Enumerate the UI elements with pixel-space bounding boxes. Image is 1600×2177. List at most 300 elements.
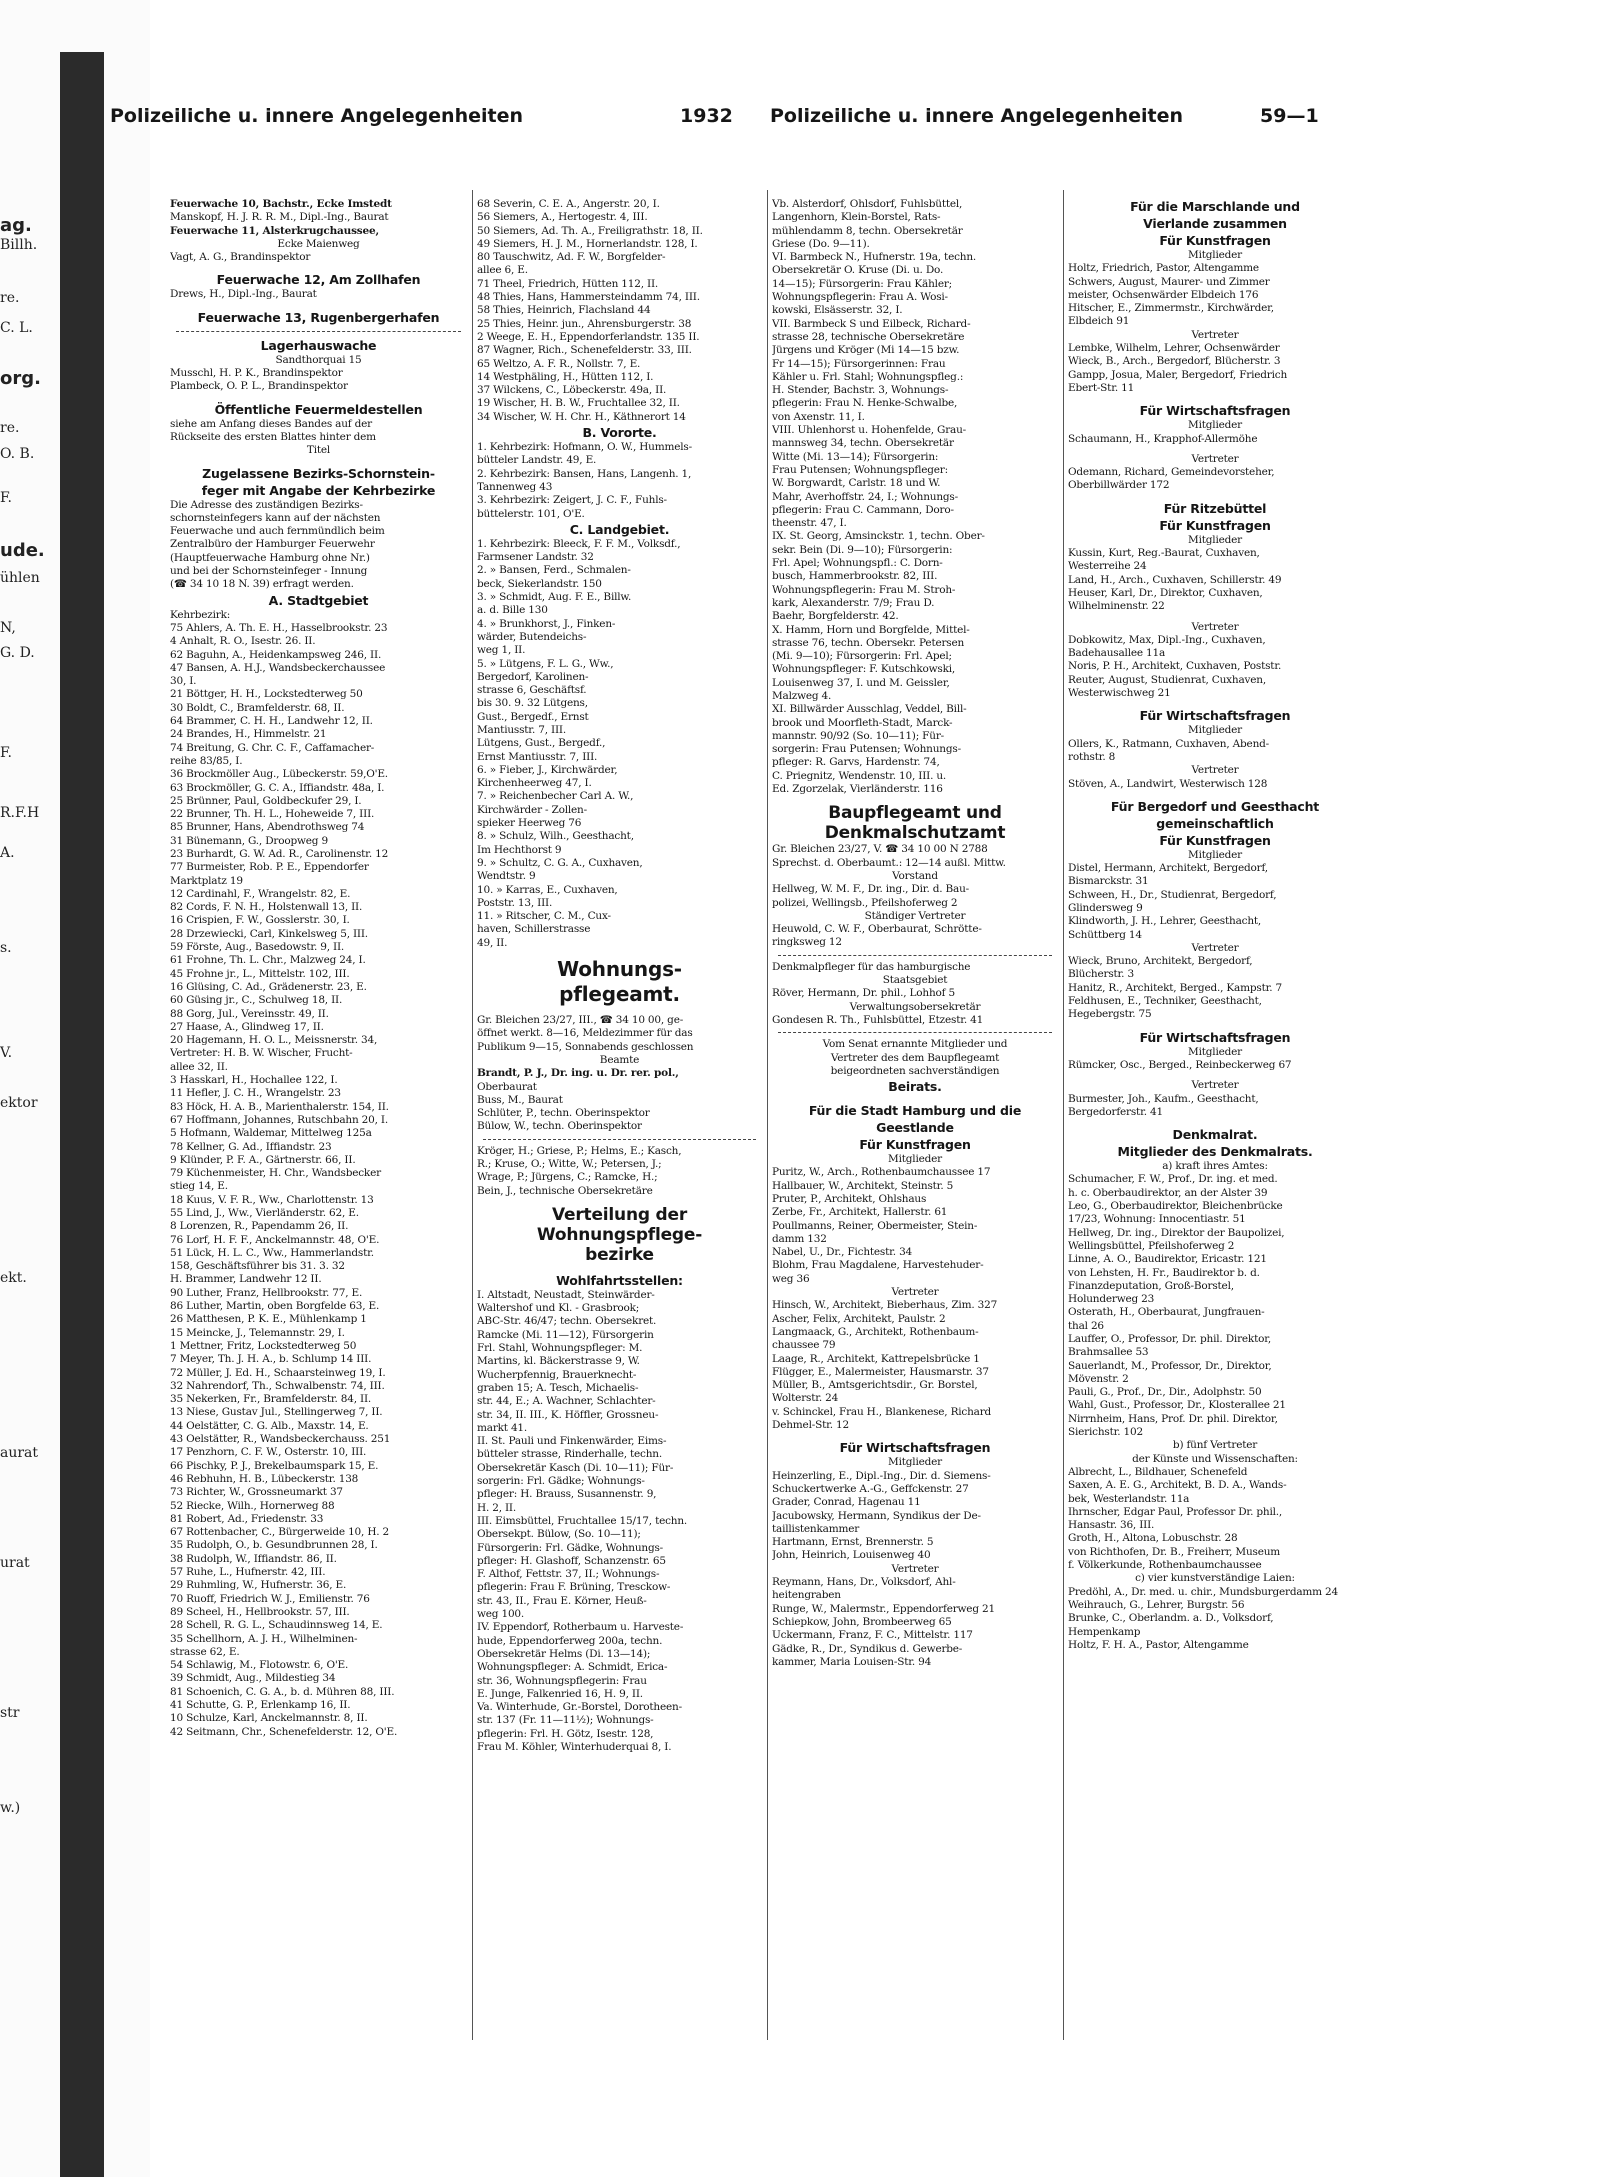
text-line: Sierichstr. 102 — [1068, 1426, 1143, 1439]
text-line: Obersekpt. Bülow, (So. 10—11); — [477, 1528, 641, 1541]
text-line: theenstr. 47, I. — [772, 517, 847, 530]
text-line: Wucherpfennig, Brauerknecht- — [477, 1368, 637, 1381]
section-heading: Mitglieder des Denkmalrats. — [1117, 1144, 1313, 1160]
adjacent-page-text: str — [0, 1705, 20, 1721]
text-line: 9 Klünder, P. F. A., Gärtnerstr. 66, II. — [170, 1153, 356, 1166]
text-line: Farmsener Landstr. 32 — [477, 551, 594, 564]
text-line: 61 Frohne, Th. L. Chr., Malzweg 24, I. — [170, 954, 366, 967]
text-line: polizei, Wellingsb., Pfeilshoferweg 2 — [772, 896, 958, 909]
text-line: Vertreter — [891, 1562, 939, 1575]
section-heading: feger mit Angabe der Kehrbezirke — [201, 482, 436, 498]
section-heading: Für Wirtschaftsfragen — [839, 1440, 991, 1456]
adjacent-page-text: R.F.H — [0, 805, 40, 821]
text-line: Schwers, August, Maurer- und Zimmer — [1068, 275, 1270, 288]
section-heading: Feuerwache 12, Am Zollhafen — [216, 272, 421, 288]
text-line: reihe 83/85, I. — [170, 754, 243, 767]
text-line: von Axenstr. 11, I. — [772, 410, 865, 423]
text-line: 56 Siemers, A., Hertogestr. 4, III. — [477, 211, 648, 224]
column-rule — [472, 190, 473, 2040]
text-line: Staatsgebiet — [882, 974, 948, 987]
text-line: öffnet werkt. 8—16, Meldezimmer für das — [477, 1027, 693, 1040]
text-line: 39 Schmidt, Aug., Mildestieg 34 — [170, 1672, 336, 1685]
section-heading: Für Kunstfragen — [859, 1137, 971, 1153]
text-line: R.; Kruse, O.; Witte, W.; Petersen, J.; — [477, 1158, 662, 1170]
text-line: Badehausallee 11a — [1068, 647, 1166, 660]
text-line: Kröger, H.; Griese, P.; Helms, E.; Kasch, — [477, 1144, 682, 1157]
text-line: W. Borgwardt, Carlstr. 18 und W. — [772, 477, 941, 490]
text-line: X. Hamm, Horn und Borgfelde, Mittel- — [772, 623, 970, 636]
adjacent-page-text: ekt. — [0, 1270, 27, 1286]
text-line: Vertreter — [1191, 328, 1239, 341]
text-line: Wrage, P.; Jürgens, C.; Ramcke, H.; — [477, 1171, 658, 1184]
text-line: Rückseite des ersten Blattes hinter dem — [170, 430, 376, 443]
adjacent-page-text: ag. — [0, 215, 32, 236]
text-line: 86 Luther, Martin, oben Borgfelde 63, E. — [170, 1300, 380, 1313]
text-line: Heuwold, C. W. F., Oberbaurat, Schrötte- — [772, 923, 982, 936]
text-line: Fürsorgerin: Frl. Gädke, Wohnungs- — [477, 1541, 664, 1554]
section-heading: Öffentliche Feuermeldestellen — [214, 401, 423, 417]
section-heading: Für Wirtschaftsfragen — [1139, 403, 1291, 419]
text-line: 5 Hofmann, Waldemar, Mittelweg 125a — [170, 1127, 372, 1140]
text-line: 50 Siemers, Ad. Th. A., Freiligrathstr. 18, II. — [477, 224, 703, 237]
text-line: busch, Hammerbrookstr. 82, III. — [772, 570, 938, 583]
text-line: Vertreter — [1191, 1079, 1239, 1092]
text-line: 32 Nahrendorf, Th., Schwalbenstr. 74, III. — [170, 1379, 385, 1392]
text-line: mannstr. 90/92 (So. 10—11); Für- — [772, 729, 944, 742]
adjacent-page-text: O. B. — [0, 446, 35, 462]
text-line: 25 Brünner, Paul, Goldbeckufer 29, I. — [170, 794, 362, 807]
spacer — [170, 264, 467, 271]
section-heading: gemeinschaftlich — [1156, 815, 1274, 831]
adjacent-page-text: F. — [0, 745, 12, 761]
text-line: Mantiusstr. 7, III. — [477, 723, 566, 736]
text-line: b) fünf Vertreter — [1172, 1439, 1258, 1452]
text-line: 8. » Schulz, Wilh., Geesthacht, — [477, 830, 634, 843]
text-line: Jürgens und Kröger (Mi 14—15 bzw. — [772, 344, 960, 357]
text-line: 26 Matthesen, P. K. E., Mühlenkamp 1 — [170, 1313, 367, 1326]
text-line: ABC-Str. 46/47; techn. Obersekret. — [477, 1315, 657, 1328]
text-line: Odemann, Richard, Gemeindevorsteher, — [1068, 466, 1275, 479]
section-heading: Beirats. — [888, 1079, 942, 1095]
text-line: pfleger: R. Garvs, Hardenstr. 74, — [772, 756, 940, 769]
section-heading: Für Bergedorf und Geesthacht — [1110, 798, 1320, 814]
text-line: Gust., Bergedf., Ernst — [477, 710, 589, 723]
text-line: Mitglieder — [888, 1456, 942, 1469]
text-line: 8 Lorenzen, R., Papendamm 26, II. — [170, 1220, 349, 1233]
text-line: 71 Theel, Friedrich, Hütten 112, II. — [477, 277, 659, 290]
text-line: 42 Seitmann, Chr., Schenefelderstr. 12, O'E. — [170, 1725, 398, 1738]
text-line: Dehmel-Str. 12 — [772, 1419, 849, 1432]
text-line: Noris, P. H., Architekt, Cuxhaven, Poststr. — [1068, 660, 1282, 673]
text-line: 81 Schoenich, C. G. A., b. d. Mühren 88, III. — [170, 1685, 395, 1698]
text-line: Gr. Bleichen 23/27, III., ☎ 34 10 00, ge- — [477, 1014, 684, 1027]
text-line: 59 Förste, Aug., Basedowstr. 9, II. — [170, 941, 345, 954]
text-line: 51 Lück, H. L. C., Ww., Hammerlandstr. — [170, 1246, 374, 1259]
text-line: 67 Hoffmann, Johannes, Rutschbahn 20, I. — [170, 1113, 389, 1126]
text-line: 35 Nekerken, Fr., Bramfelderstr. 84, II. — [170, 1393, 372, 1406]
text-line: Fr 14—15); Fürsorgerinnen: Frau — [772, 357, 946, 370]
text-line: Holunderweg 23 — [1068, 1293, 1155, 1306]
adjacent-page-text: ektor — [0, 1095, 38, 1111]
text-line: 46 Rebhuhn, H. B., Lübeckerstr. 138 — [170, 1472, 359, 1485]
text-line: Marktplatz 19 — [170, 874, 243, 887]
text-line: Mitglieder — [888, 1153, 942, 1166]
text-line: beck, Siekerlandstr. 150 — [477, 577, 602, 590]
text-line: kowski, Elsässerstr. 32, I. — [772, 304, 903, 317]
header-right-title: Polizeiliche u. innere Angelegenheiten — [770, 105, 1184, 127]
text-line: Heuser, Karl, Dr., Direktor, Cuxhaven, — [1068, 586, 1263, 599]
text-line: 12 Cardinahl, F., Wrangelstr. 82, E. — [170, 887, 351, 900]
text-line: Wieck, B., Arch., Bergedorf, Blücherstr. 3 — [1068, 355, 1281, 368]
text-line: Mitglieder — [1188, 249, 1242, 261]
text-line: Wohnungspflegerin: Frau M. Stroh- — [772, 583, 956, 596]
text-line: mühlendamm 8, techn. Obersekretär — [772, 224, 963, 237]
text-line: v. Schinckel, Frau H., Blankenese, Richard — [772, 1405, 992, 1418]
text-line: E. Junge, Falkenried 16, H. 9, II. — [477, 1687, 643, 1700]
column-rule — [1063, 190, 1064, 2040]
text-line: Manskopf, H. J. R. R. M., Dipl.-Ing., Baurat — [170, 211, 389, 224]
text-line: weg 1, II. — [477, 644, 526, 657]
spacer — [1068, 614, 1362, 621]
text-line: damm 132 — [772, 1232, 827, 1245]
text-line: 14—15); Fürsorgerin: Frau Kähler; — [772, 277, 953, 290]
section-heading: bezirke — [585, 1244, 654, 1265]
text-line: 29 Ruhmling, W., Hufnerstr. 36, E. — [170, 1579, 347, 1592]
text-line: Vom Senat ernannte Mitglieder und — [822, 1038, 1008, 1051]
text-line: Oberbillwärder 172 — [1068, 479, 1170, 492]
spacer — [1068, 1022, 1362, 1029]
text-line: 41 Schutte, G. P., Erlenkamp 16, II. — [170, 1698, 351, 1711]
spacer — [170, 394, 467, 401]
text-line: thal 26 — [1068, 1319, 1104, 1332]
text-line: Die Adresse des zuständigen Bezirks- — [170, 498, 363, 511]
text-column-1 — [170, 198, 467, 2098]
text-line: Lauffer, O., Professor, Dr. phil. Direktor, — [1068, 1333, 1272, 1345]
text-line: Jacubowsky, Hermann, Syndikus der De- — [772, 1509, 981, 1522]
text-line: 65 Weltzo, A. F. R., Nollstr. 7, E. — [477, 357, 641, 370]
adjacent-page-text: F. — [0, 490, 12, 506]
text-line: Im Hechthorst 9 — [477, 843, 562, 856]
column-rule — [767, 190, 768, 2040]
text-line: bütteler strasse, Rinderhalle, techn. — [477, 1448, 663, 1461]
section-heading: Für Ritzebüttel — [1163, 500, 1267, 516]
text-line: 2 Weege, E. H., Eppendorferlandstr. 135 II. — [477, 330, 700, 343]
spacer — [1068, 1119, 1362, 1126]
text-line: Rümcker, Osc., Berged., Reinbeckerweg 67 — [1068, 1058, 1292, 1071]
adjacent-page-text: s. — [0, 940, 12, 956]
text-line: Albrecht, L., Bildhauer, Schenefeld — [1068, 1465, 1248, 1478]
text-line: Denkmalpfleger für das hamburgische — [772, 960, 971, 973]
section-heading: Lagerhauswache — [260, 337, 377, 353]
text-line: Vertreter: H. B. W. Wischer, Frucht- — [170, 1047, 353, 1060]
text-line: Heinzerling, E., Dipl.-Ing., Dir. d. Siemens- — [772, 1469, 991, 1482]
spacer — [772, 796, 1058, 803]
text-line: Wohnungspfleger: F. Kutschkowski, — [772, 663, 956, 676]
divider — [778, 1032, 1052, 1033]
text-line: 22 Brunner, Th. H. L., Hoheweide 7, III. — [170, 808, 375, 821]
text-line: Frl. Stahl, Wohnungspfleger: M. — [477, 1342, 643, 1355]
text-line: Hallbauer, W., Architekt, Steinstr. 5 — [772, 1179, 954, 1192]
text-line: kark, Alexanderstr. 7/9; Frau D. — [772, 596, 935, 609]
text-line: 72 Müller, J. Ed. H., Schaarsteinweg 19, I. — [170, 1366, 386, 1379]
text-line: 83 Höck, H. A. B., Marienthalerstr. 154, II. — [170, 1100, 389, 1113]
text-line: büttelerstr. 101, O'E. — [477, 507, 585, 520]
text-line: Witte (Mi. 13—14); Fürsorgerin: — [772, 450, 939, 463]
adjacent-page-text: ühlen — [0, 570, 40, 586]
text-line: 30 Boldt, C., Bramfelderstr. 68, II. — [170, 701, 345, 714]
text-line: a. d. Bille 130 — [477, 604, 548, 617]
text-line: Frau M. Köhler, Winterhuderquai 8, I. — [477, 1740, 672, 1753]
section-heading: C. Landgebiet. — [569, 521, 670, 537]
text-line: Mitglieder — [1188, 724, 1242, 737]
adjacent-page-text: re. — [0, 420, 20, 436]
text-line: 24 Brandes, H., Himmelstr. 21 — [170, 728, 327, 741]
text-line: 85 Brunner, Hans, Abendrothsweg 74 — [170, 821, 365, 834]
text-line: F. Althof, Fettstr. 37, II.; Wohnungs- — [477, 1568, 660, 1581]
text-line: bütteler Landstr. 49, E. — [477, 454, 597, 467]
text-line: 19 Wischer, H. B. W., Fruchtallee 32, II. — [477, 397, 680, 410]
text-line: Hartmann, Ernst, Brennerstr. 5 — [772, 1536, 934, 1549]
text-line: Blohm, Frau Magdalene, Harvestehuder- — [772, 1259, 984, 1272]
text-line: bek, Westerlandstr. 11a — [1068, 1492, 1190, 1505]
text-line: str. 44, E.; A. Wachner, Schlachter- — [477, 1395, 656, 1408]
text-line: weg 36 — [772, 1272, 810, 1285]
text-line: 2. Kehrbezirk: Bansen, Hans, Langenh. 1, — [477, 467, 692, 480]
adjacent-page-fragment — [0, 0, 60, 2177]
adjacent-page-text: w.) — [0, 1800, 21, 1816]
text-line: Brandt, P. J., Dr. ing. u. Dr. rer. pol., — [477, 1067, 679, 1080]
text-line: Ständiger Vertreter — [864, 909, 966, 922]
text-line: Bein, J., technische Obersekretäre — [477, 1184, 653, 1197]
text-line: Wendtstr. 9 — [477, 870, 536, 883]
text-line: str. 43, II., Frau E. Körner, Heuß- — [477, 1594, 647, 1607]
text-line: Land, H., Arch., Cuxhaven, Schillerstr. 49 — [1068, 573, 1282, 586]
text-column-3 — [772, 198, 1058, 2098]
text-line: f. Völkerkunde, Rothenbaumchaussee — [1068, 1559, 1262, 1572]
text-line: IV. Eppendorf, Rotherbaum u. Harveste- — [477, 1621, 684, 1634]
section-heading: B. Vororte. — [582, 425, 657, 441]
text-line: Wolterstr. 24 — [772, 1392, 839, 1405]
text-line: Waltershof und Kl. - Grasbrook; — [477, 1302, 640, 1315]
text-line: Schumacher, F. W., Prof., Dr. ing. et med. — [1068, 1173, 1278, 1186]
text-line: 25 Thies, Heinr. jun., Ahrensburgerstr. 38 — [477, 317, 692, 330]
text-line: Feuerwache 11, Alsterkrugchaussee, — [170, 224, 379, 237]
text-line: III. Eimsbüttel, Fruchtallee 15/17, techn. — [477, 1514, 688, 1527]
text-line: Linne, A. O., Baudirektor, Ericastr. 121 — [1068, 1253, 1267, 1266]
text-line: Langmaack, G., Architekt, Rothenbaum- — [772, 1325, 979, 1338]
text-line: 10. » Karras, E., Cuxhaven, — [477, 883, 618, 896]
text-line: Hellweg, W. M. F., Dr. ing., Dir. d. Bau- — [772, 883, 970, 896]
divider — [483, 1139, 756, 1140]
text-line: Holtz, F. H. A., Pastor, Altengamme — [1068, 1638, 1249, 1651]
text-line: pfleger: H. Glashoff, Schanzenstr. 65 — [477, 1554, 666, 1567]
spacer — [772, 1095, 1058, 1102]
section-heading: Für Kunstfragen — [1159, 233, 1271, 248]
text-line: Zerbe, Fr., Architekt, Hallerstr. 61 — [772, 1206, 948, 1219]
text-line: stieg 14, E. — [170, 1180, 228, 1193]
text-line: 1. Kehrbezirk: Bleeck, F. F. M., Volksdf., — [477, 537, 681, 550]
text-line: brook und Moorfleth-Stadt, Marck- — [772, 716, 953, 729]
section-heading: A. Stadtgebiet — [268, 592, 369, 608]
text-line: Sauerlandt, M., Professor, Dr., Direktor, — [1068, 1359, 1272, 1372]
text-line: Ascher, Felix, Architekt, Paulstr. 2 — [772, 1312, 946, 1325]
text-line: Schaumann, H., Krapphof-Allermöhe — [1068, 432, 1258, 445]
text-line: 27 Haase, A., Glindweg 17, II. — [170, 1020, 324, 1033]
header-year: 1932 — [680, 105, 733, 127]
text-line: VIII. Uhlenhorst u. Hohenfelde, Grau- — [772, 424, 966, 437]
text-line: Pruter, P., Architekt, Ohlshaus — [772, 1193, 927, 1205]
text-line: heitengraben — [772, 1589, 841, 1602]
text-line: 31 Bünemann, G., Droopweg 9 — [170, 834, 328, 847]
text-line: (Hauptfeuerwache Hamburg ohne Nr.) — [170, 551, 370, 564]
text-line: 90 Luther, Franz, Hellbrookstr. 77, E. — [170, 1286, 363, 1299]
text-line: Vagt, A. G., Brandinspektor — [170, 251, 311, 264]
text-line: Hinsch, W., Architekt, Bieberhaus, Zim. 327 — [772, 1299, 998, 1312]
text-line: 77 Burmeister, Rob. P. E., Eppendorfer — [170, 861, 369, 874]
text-line: 23 Burhardt, G. W. Ad. R., Carolinenstr. 12 — [170, 847, 389, 860]
text-line: Baehr, Borgfelderstr. 42. — [772, 610, 899, 623]
text-line: mannsweg 34, techn. Obersekretär — [772, 437, 954, 450]
text-line: 89 Scheel, H., Hellbrookstr. 57, III. — [170, 1605, 350, 1618]
text-line: Frau Putensen; Wohnungspfleger: — [772, 463, 948, 476]
text-line: Wilhelminenstr. 22 — [1068, 600, 1165, 613]
text-line: Publikum 9—15, Sonnabends geschlossen — [477, 1040, 694, 1053]
text-line: IX. St. Georg, Amsinckstr. 1, techn. Ober- — [772, 530, 985, 543]
text-line: 75 Ahlers, A. Th. E. H., Hasselbrookstr. 23 — [170, 621, 388, 634]
text-line: Obersekretär O. Kruse (Di. u. Do. — [772, 264, 944, 277]
text-line: Poststr. 13, III. — [477, 896, 553, 909]
text-line: 20 Hagemann, H. O. L., Meissnerstr. 34, — [170, 1034, 378, 1047]
section-heading: Baupflegeamt und — [828, 803, 1002, 824]
text-line: Mitglieder — [1188, 533, 1242, 546]
text-line: Finanzdeputation, Groß-Borstel, — [1068, 1279, 1234, 1292]
text-line: Hellweg, Dr. ing., Direktor der Baupolizei, — [1068, 1226, 1285, 1239]
section-heading: Für die Stadt Hamburg und die — [808, 1103, 1022, 1119]
section-heading: Für Wirtschaftsfragen — [1139, 708, 1291, 724]
text-line: Müller, B., Amtsgerichtsdir., Gr. Borstel, — [772, 1379, 978, 1392]
text-line: pflegerin: Frau F. Brüning, Tresckow- — [477, 1581, 671, 1594]
text-line: 3. » Schmidt, Aug. F. E., Billw. — [477, 591, 632, 604]
text-line: 44 Oelstätter, C. G. Alb., Maxstr. 14, E. — [170, 1419, 369, 1432]
text-line: 78 Kellner, G. Ad., Iffiandstr. 23 — [170, 1140, 332, 1153]
text-line: Kussin, Kurt, Reg.-Baurat, Cuxhaven, — [1068, 547, 1260, 560]
text-line: 18 Kuus, V. F. R., Ww., Charlottenstr. 13 — [170, 1193, 374, 1206]
section-heading: Zugelassene Bezirks-Schornstein- — [202, 465, 435, 481]
text-line: Wohnungspflegerin: Frau A. Wosi- — [772, 291, 948, 304]
text-line: Ihrnscher, Edgar Paul, Professor Dr. phil., — [1068, 1505, 1283, 1518]
text-line: c) vier kunstverständige Laien: — [1135, 1572, 1295, 1585]
text-line: Hegebergstr. 75 — [1068, 1008, 1152, 1021]
text-line: Ollers, K., Ratmann, Cuxhaven, Abend- — [1068, 737, 1269, 750]
text-line: pfleger: H. Brauss, Susannenstr. 9, — [477, 1488, 657, 1501]
text-line: Wellingsbüttel, Pfeilshoferweg 2 — [1068, 1239, 1235, 1252]
text-line: XI. Billwärder Ausschlag, Veddel, Bill- — [772, 703, 967, 716]
spacer — [1068, 446, 1362, 453]
text-line: Schlüter, P., techn. Oberinspektor — [477, 1107, 650, 1120]
adjacent-page-text: re. — [0, 290, 20, 306]
text-line: Sprechst. d. Oberbaumt.: 12—14 außl. Mittw. — [772, 856, 1006, 869]
text-line: Sandthorquai 15 — [275, 353, 362, 366]
text-line: Mitglieder — [1188, 1045, 1242, 1058]
adjacent-page-text: org. — [0, 368, 41, 389]
text-line: 28 Drzewiecki, Carl, Kinkelsweg 5, III. — [170, 927, 368, 940]
text-line: Obersekretär Helms (Di. 13—14); — [477, 1647, 651, 1660]
text-line: 30, I. — [170, 675, 197, 688]
header-left-title: Polizeiliche u. innere Angelegenheiten — [110, 105, 524, 127]
adjacent-page-text: A. — [0, 845, 15, 861]
text-line: 45 Frohne jr., L., Mittelstr. 102, III. — [170, 967, 350, 980]
text-line: 4 Anhalt, R. O., Isestr. 26. II. — [170, 635, 316, 648]
text-line: Leo, G., Oberbaudirektor, Bleichenbrücke — [1068, 1200, 1283, 1213]
spacer — [170, 302, 467, 309]
text-line: VI. Barmbeck N., Hufnerstr. 19a, techn. — [772, 251, 977, 264]
text-line: Hanitz, R., Architekt, Berged., Kampstr. 7 — [1068, 981, 1283, 994]
section-heading: Für Wirtschaftsfragen — [1139, 1029, 1291, 1045]
spacer — [170, 458, 467, 465]
text-line: 4. » Brunkhorst, J., Finken- — [477, 617, 616, 630]
text-line: 158, Geschäftsführer bis 31. 3. 32 — [170, 1260, 345, 1273]
text-line: Ernst Mantiusstr. 7, III. — [477, 750, 598, 763]
header-page-number: 59—1 — [1260, 105, 1319, 127]
text-line: Kehrbezirk: — [170, 608, 231, 621]
text-line: Grader, Conrad, Hagenau 11 — [772, 1496, 921, 1509]
text-line: sekr. Bein (Di. 9—10); Fürsorgerin: — [772, 543, 953, 556]
text-line: Ebert-Str. 11 — [1068, 381, 1135, 394]
text-line: 3 Hasskarl, H., Hochallee 122, I. — [170, 1074, 338, 1087]
text-line: Blücherstr. 3 — [1068, 968, 1134, 981]
text-line: haven, Schillerstrasse — [477, 923, 591, 936]
text-line: 67 Rottenbacher, C., Bürgerweide 10, H. 2 — [170, 1526, 390, 1539]
section-heading: Denkmalschutzamt — [824, 823, 1006, 844]
text-line: Va. Winterhude, Gr.-Borstel, Dorotheen- — [477, 1701, 682, 1714]
text-line: ringksweg 12 — [772, 936, 842, 949]
text-line: Gondesen R. Th., Fuhlsbüttel, Etzestr. 41 — [772, 1013, 984, 1026]
text-line: a) kraft ihres Amtes: — [1162, 1160, 1268, 1173]
text-line: beigeordneten sachverständigen — [830, 1064, 1000, 1077]
text-line: Tannenweg 43 — [477, 480, 553, 493]
text-line: strasse 28, technische Obersekretäre — [772, 330, 965, 343]
text-line: Ramcke (Mi. 11—12), Fürsorgerin — [477, 1328, 654, 1341]
text-line: graben 15; A. Tesch, Michaelis- — [477, 1381, 639, 1394]
text-line: Vertreter — [1191, 941, 1239, 954]
text-line: h. c. Oberbaudirektor, an der Alster 39 — [1068, 1186, 1268, 1199]
text-line: von Richthofen, Dr. B., Freiherr, Museum — [1068, 1545, 1281, 1558]
text-line: Westerwischweg 21 — [1068, 687, 1171, 700]
text-line: Vertreter — [1191, 620, 1239, 633]
text-line: John, Heinrich, Louisenweg 40 — [772, 1549, 931, 1562]
text-line: Drews, H., Dipl.-Ing., Baurat — [170, 288, 317, 301]
text-line: Burmester, Joh., Kaufm., Geesthacht, — [1068, 1092, 1259, 1105]
section-heading: Wohnungs- — [557, 957, 682, 982]
spacer — [1068, 395, 1362, 402]
text-line: Lütgens, Gust., Bergedf., — [477, 737, 606, 750]
text-line: hude, Eppendorferweg 200a, techn. — [477, 1634, 663, 1647]
text-line: Glindersweg 9 — [1068, 901, 1143, 914]
text-line: taillistenkammer — [772, 1522, 860, 1535]
spacer — [1068, 1072, 1362, 1079]
text-line: sorgerin: Frau Putensen; Wohnungs- — [772, 743, 961, 756]
text-line: Hempenkamp — [1068, 1625, 1141, 1638]
text-line: Obersekretär Kasch (Di. 10—11); Für- — [477, 1461, 674, 1474]
binding-shadow — [60, 52, 104, 2177]
text-line: Nirrnheim, Hans, Prof. Dr. phil. Direktor, — [1068, 1412, 1278, 1425]
text-line: 34 Wischer, W. H. Chr. H., Käthnerort 14 — [477, 410, 686, 423]
text-line: 6. » Fieber, J., Kirchwärder, — [477, 763, 618, 776]
text-line: Feuerwache 10, Bachstr., Ecke Imstedt — [170, 198, 392, 210]
text-line: 37 Wilckens, C., Löbeckerstr. 49a, II. — [477, 384, 667, 397]
text-line: Saxen, A. E. G., Architekt, B. D. A., Wands- — [1068, 1479, 1287, 1492]
section-heading: Wohnungspflege- — [536, 1224, 703, 1245]
